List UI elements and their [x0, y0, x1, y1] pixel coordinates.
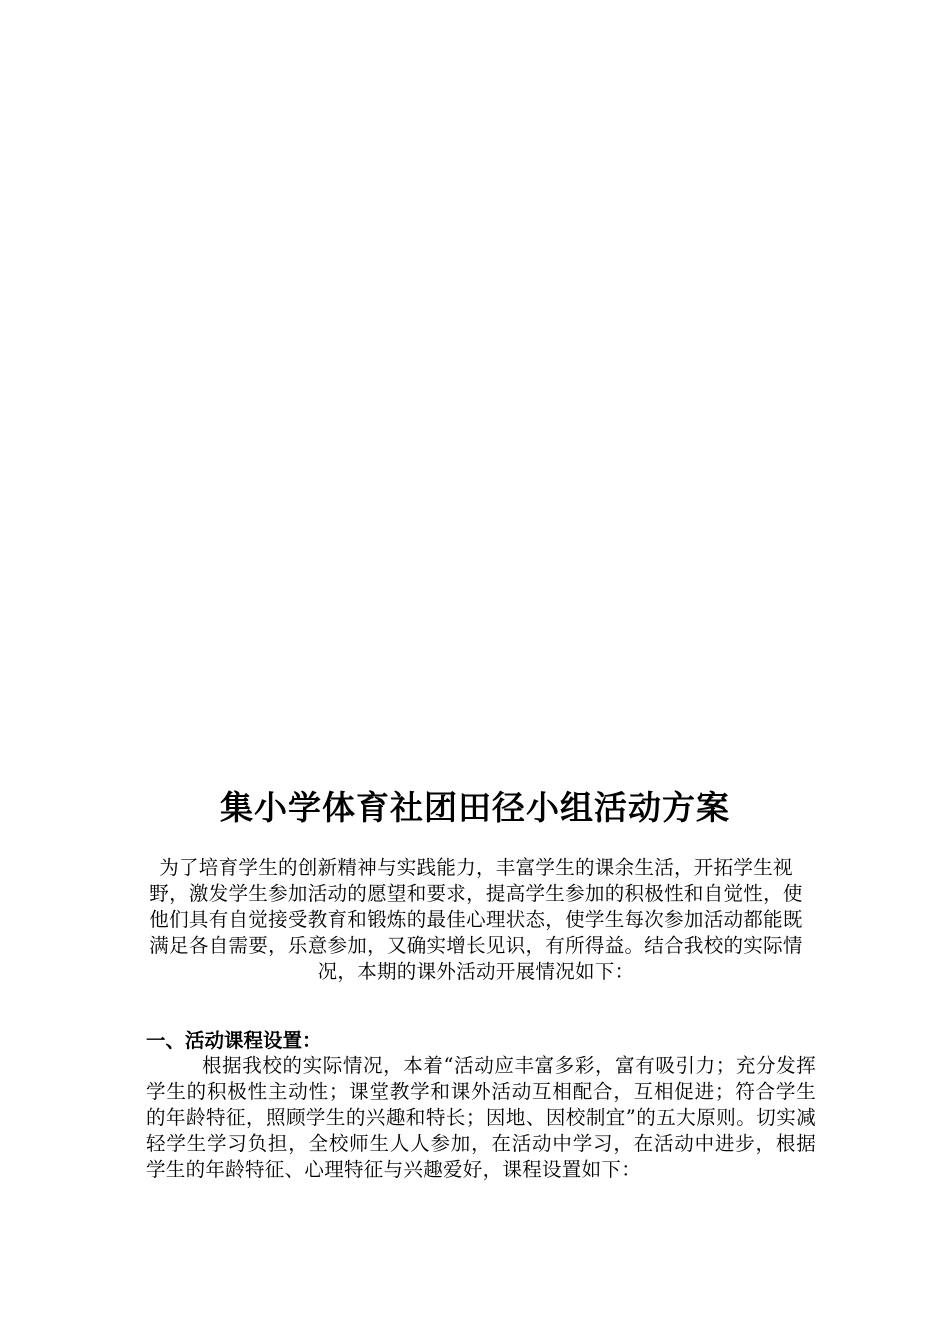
document-title: 集小学体育社团田径小组活动方案 — [220, 788, 730, 827]
intro-paragraph: 为了培育学生的创新精神与实践能力，丰富学生的课余生活，开拓学生视野，激发学生参加活动的愿望和要求，提高学生参加的积极性和自觉性，使他们具有自觉接受教育和锻炼的最佳心理状态，使学生每次参加活动都能既满足各自需要，乐意参加，又确实增长见识，有所得益。结合我校的实际情况，本期的课外活动开展情况如下： — [149, 856, 803, 983]
section-paragraph: 根据我校的实际情况，本着“活动应丰富多彩，富有吸引力；充分发挥学生的积极性主动性；课堂教学和课外活动互相配合，互相促进；符合学生的年龄特征，照顾学生的兴趣和特长；因地、因校制宜”的五大原则。切实减轻学生学习负担，全校师生人人参加，在活动中学习，在活动中进步，根据学生的年龄特征、心理特征与兴趣爱好，课程设置如下： — [146, 1054, 816, 1181]
section-heading: 一、活动课程设置： — [146, 1029, 322, 1052]
